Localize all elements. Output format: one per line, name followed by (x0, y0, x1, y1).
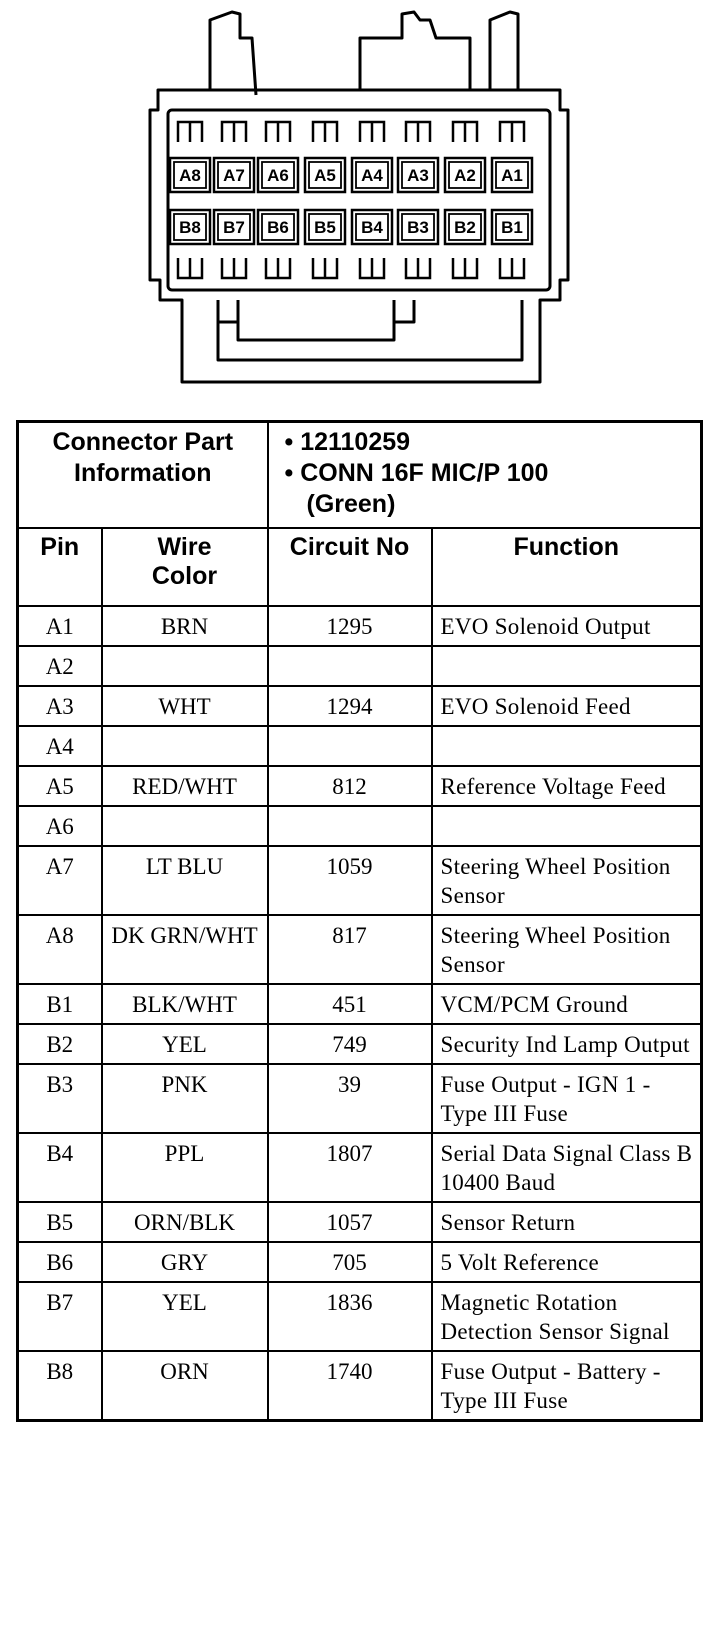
function-cell (432, 726, 702, 766)
col-header-wire-color (102, 528, 268, 606)
pin-label-b2: B2 (454, 218, 476, 237)
pin-cell: B3 (18, 1064, 102, 1133)
lock-frame (218, 300, 522, 360)
wire-color-cell: RED/WHT (102, 766, 268, 806)
pin-label-a7: A7 (223, 166, 245, 185)
connector-description: • CONN 16F MIC/P 100 (284, 459, 549, 487)
terminal-latch-b4 (360, 258, 384, 278)
terminal-latch-a3 (406, 122, 430, 142)
table-row (18, 846, 702, 915)
terminal-latch-a7 (222, 122, 246, 142)
wire-color-cell: YEL (102, 1282, 268, 1351)
pin-label-a2: A2 (454, 166, 476, 185)
wire-color-cell: ORN (102, 1351, 268, 1421)
pin-label-a6: A6 (267, 166, 289, 185)
circuit-cell: 1740 (268, 1351, 432, 1421)
circuit-cell: 817 (268, 915, 432, 984)
pin-label-a1: A1 (501, 166, 523, 185)
circuit-cell: 451 (268, 984, 432, 1024)
circuit-cell: 1807 (268, 1133, 432, 1202)
terminal-latch-a6 (266, 122, 290, 142)
table-row (18, 806, 702, 846)
function-cell: Steering Wheel Position Sensor (432, 915, 702, 984)
col-header-circuit (268, 528, 432, 606)
table-row (18, 1202, 702, 1242)
connector-pin-table (16, 420, 703, 1422)
latch-tab-left (210, 12, 256, 95)
pin-cell: B7 (18, 1282, 102, 1351)
col-header-function-text: Function (513, 533, 620, 561)
pin-cell: B4 (18, 1133, 102, 1202)
pin-cell: B5 (18, 1202, 102, 1242)
column-header-row (18, 528, 702, 606)
terminal-latch-a1 (500, 122, 524, 142)
table-row (18, 1282, 702, 1351)
function-cell: EVO Solenoid Feed (432, 686, 702, 726)
wire-color-cell (102, 806, 268, 846)
terminal-latch-b5 (313, 258, 337, 278)
pin-cell: A4 (18, 726, 102, 766)
pin-cell: B2 (18, 1024, 102, 1064)
col-header-pin-text: Pin (40, 533, 80, 561)
pin-label-b6: B6 (267, 218, 289, 237)
circuit-cell: 1294 (268, 686, 432, 726)
circuit-cell: 1059 (268, 846, 432, 915)
pin-label-a3: A3 (407, 166, 429, 185)
circuit-cell (268, 806, 432, 846)
info-label-line1: Connector Part (52, 428, 234, 456)
pin-cell: B6 (18, 1242, 102, 1282)
pin-label-a5: A5 (314, 166, 336, 185)
wire-color-cell: BLK/WHT (102, 984, 268, 1024)
pin-label-a8: A8 (179, 166, 201, 185)
wire-color-cell: GRY (102, 1242, 268, 1282)
pin-label-b1: B1 (501, 218, 523, 237)
pin-cell: B8 (18, 1351, 102, 1421)
latch-tab-right (490, 12, 518, 90)
table-row (18, 606, 702, 646)
table-row (18, 1064, 702, 1133)
table-row (18, 1133, 702, 1202)
function-cell: Fuse Output - Battery - Type III Fuse (432, 1351, 702, 1421)
connector-face-diagram (0, 0, 720, 400)
latch-tab-center (360, 12, 470, 90)
pin-label-b5: B5 (314, 218, 336, 237)
wire-color-cell: LT BLU (102, 846, 268, 915)
table-row (18, 646, 702, 686)
function-cell: Steering Wheel Position Sensor (432, 846, 702, 915)
pin-label-a4: A4 (361, 166, 383, 185)
pin-cell: A2 (18, 646, 102, 686)
col-header-pin (18, 528, 102, 606)
function-cell: Security Ind Lamp Output (432, 1024, 702, 1064)
col-header-wire-line1: Wire (157, 533, 212, 561)
pin-cell: A7 (18, 846, 102, 915)
table-row (18, 984, 702, 1024)
function-cell: Serial Data Signal Class B 10400 Baud (432, 1133, 702, 1202)
circuit-cell: 39 (268, 1064, 432, 1133)
col-header-circuit-text: Circuit No (289, 533, 410, 561)
pin-cell: A1 (18, 606, 102, 646)
circuit-cell (268, 726, 432, 766)
wire-color-cell (102, 646, 268, 686)
pin-cell: A6 (18, 806, 102, 846)
lock-bar (238, 322, 394, 340)
function-cell: VCM/PCM Ground (432, 984, 702, 1024)
pin-cell: B1 (18, 984, 102, 1024)
pin-label-b3: B3 (407, 218, 429, 237)
table-row (18, 915, 702, 984)
wire-color-cell: PNK (102, 1064, 268, 1133)
function-cell: Fuse Output - IGN 1 - Type III Fuse (432, 1064, 702, 1133)
table-row (18, 1351, 702, 1421)
function-cell (432, 806, 702, 846)
terminal-latch-a4 (360, 122, 384, 142)
pin-cell: A8 (18, 915, 102, 984)
terminal-latch-a8 (178, 122, 202, 142)
circuit-cell: 1836 (268, 1282, 432, 1351)
lock-tab-left (218, 300, 238, 322)
info-value-cell (268, 422, 702, 529)
circuit-cell: 705 (268, 1242, 432, 1282)
terminal-latch-a2 (453, 122, 477, 142)
wire-color-cell (102, 726, 268, 766)
pin-label-b4: B4 (361, 218, 383, 237)
col-header-wire-line2: Color (151, 562, 218, 590)
pin-label-b7: B7 (223, 218, 245, 237)
connector-color: (Green) (306, 490, 396, 518)
wire-color-cell: ORN/BLK (102, 1202, 268, 1242)
terminal-latch-b7 (222, 258, 246, 278)
circuit-cell: 749 (268, 1024, 432, 1064)
circuit-cell: 1295 (268, 606, 432, 646)
terminal-latch-b1 (500, 258, 524, 278)
terminal-latch-b8 (178, 258, 202, 278)
table-row (18, 766, 702, 806)
pin-cell: A5 (18, 766, 102, 806)
wire-color-cell: DK GRN/WHT (102, 915, 268, 984)
terminal-latch-b6 (266, 258, 290, 278)
terminal-latch-b3 (406, 258, 430, 278)
terminal-latch-a5 (313, 122, 337, 142)
col-header-function (432, 528, 702, 606)
terminal-latch-b2 (453, 258, 477, 278)
table-row (18, 1024, 702, 1064)
pin-cell: A3 (18, 686, 102, 726)
function-cell (432, 646, 702, 686)
table-row (18, 1242, 702, 1282)
pin-label-b8: B8 (179, 218, 201, 237)
circuit-cell: 1057 (268, 1202, 432, 1242)
function-cell: Reference Voltage Feed (432, 766, 702, 806)
info-label-cell (18, 422, 268, 529)
function-cell: 5 Volt Reference (432, 1242, 702, 1282)
part-number: • 12110259 (284, 428, 411, 456)
function-cell: EVO Solenoid Output (432, 606, 702, 646)
circuit-cell (268, 646, 432, 686)
lock-tab-right (394, 300, 414, 322)
function-cell: Sensor Return (432, 1202, 702, 1242)
wire-color-cell: WHT (102, 686, 268, 726)
info-label-line2: Information (74, 459, 212, 487)
row-a-terminals (170, 122, 532, 192)
wire-color-cell: BRN (102, 606, 268, 646)
table-row (18, 726, 702, 766)
wire-color-cell: YEL (102, 1024, 268, 1064)
row-b-terminals (170, 210, 532, 278)
circuit-cell: 812 (268, 766, 432, 806)
table-row (18, 686, 702, 726)
info-row (18, 422, 702, 529)
wire-color-cell: PPL (102, 1133, 268, 1202)
function-cell: Magnetic Rotation Detection Sensor Signal (432, 1282, 702, 1351)
